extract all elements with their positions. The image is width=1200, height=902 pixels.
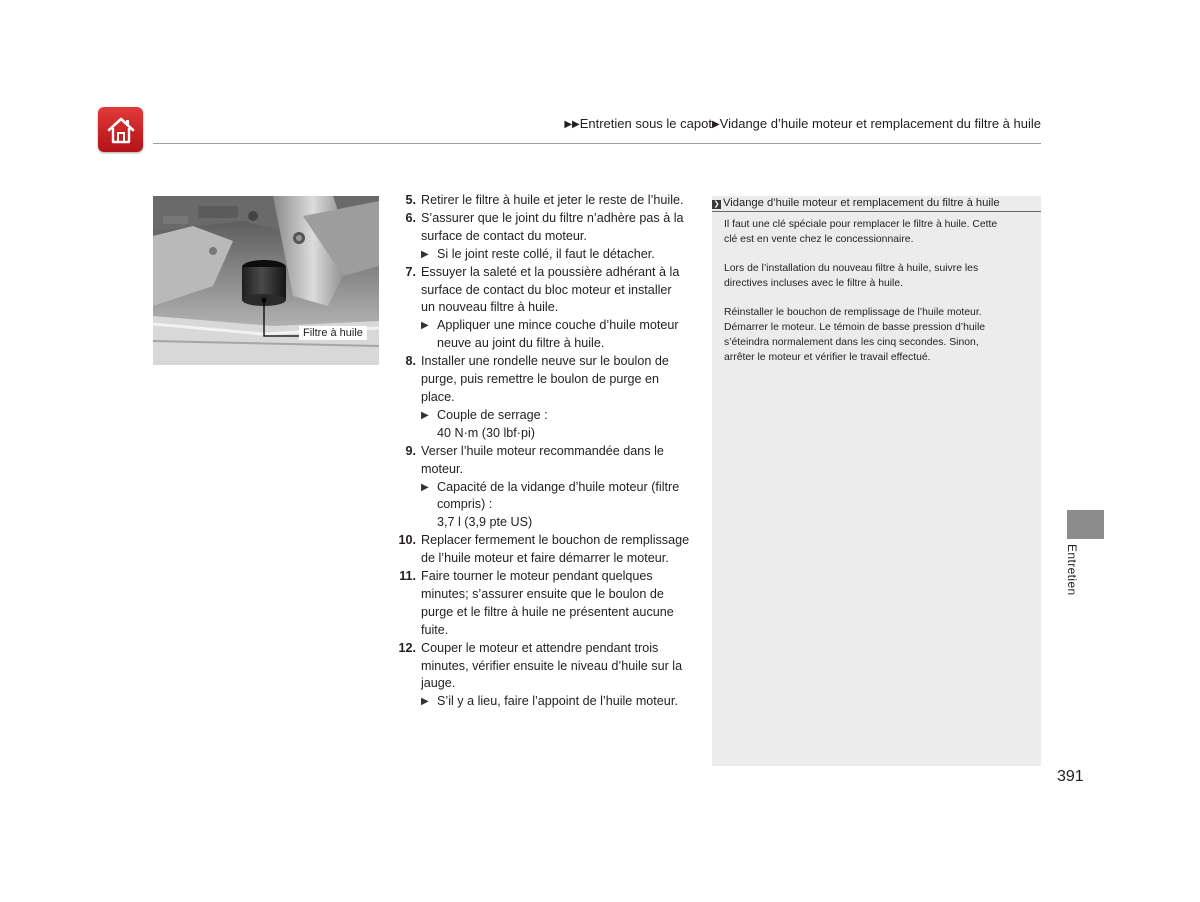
notes-sidebar bbox=[712, 196, 1041, 766]
sidebar-paragraph bbox=[724, 305, 1031, 365]
note-arrow-icon: ▶ bbox=[421, 248, 429, 260]
step-item bbox=[397, 532, 707, 568]
step-text: purge, puis remettre le boulon de purge en bbox=[421, 372, 660, 387]
step-number: 9. bbox=[405, 443, 416, 458]
note-text: compris) : bbox=[437, 497, 493, 512]
step-text: surface de contact du bloc moteur et installer bbox=[421, 282, 672, 297]
step-item bbox=[397, 443, 707, 479]
step-text: minutes, vérifier ensuite le niveau d’huile sur la bbox=[421, 658, 683, 673]
note-text: Si le joint reste collé, il faut le détacher. bbox=[437, 246, 655, 261]
step-text: Installer une rondelle neuve sur le boulon de bbox=[421, 354, 669, 369]
note-arrow-icon: ▶ bbox=[421, 481, 429, 493]
step-note bbox=[397, 317, 707, 353]
step-text: purge et le filtre à huile ne présentent aucune bbox=[421, 604, 674, 619]
step-number: 11. bbox=[399, 569, 416, 584]
step-text: Retirer le filtre à huile et jeter le reste de l’huile. bbox=[421, 193, 684, 207]
step-text: Essuyer la saleté et la poussière adhérant à la bbox=[421, 264, 680, 279]
step-item bbox=[397, 568, 707, 640]
chapter-label bbox=[1067, 544, 1091, 614]
note-text: 3,7 l (3,9 pte US) bbox=[437, 515, 533, 530]
step-item bbox=[397, 192, 707, 210]
step-text: un nouveau filtre à huile. bbox=[421, 300, 559, 315]
step-text: jauge. bbox=[421, 676, 456, 691]
step-note bbox=[397, 407, 707, 443]
step-text: de l’huile moteur et faire démarrer le moteur. bbox=[421, 551, 669, 566]
note-arrow-icon: ▶ bbox=[421, 696, 429, 708]
note-text: Capacité de la vidange d’huile moteur (filtre bbox=[437, 479, 680, 494]
sidebar-text: Il faut une clé spéciale pour remplacer le filtre à huile. Cette bbox=[724, 219, 998, 230]
step-number: 10. bbox=[398, 533, 416, 548]
breadcrumb-arrow: ▶▶ bbox=[564, 119, 580, 130]
note-text: Couple de serrage : bbox=[437, 407, 548, 422]
step-text: S’assurer que le joint du filtre n’adhère pas à la bbox=[421, 210, 684, 225]
note-text: neuve au joint du filtre à huile. bbox=[437, 336, 605, 351]
breadcrumb-topic: Vidange d’huile moteur et remplacement du filtre à huile bbox=[719, 116, 1041, 131]
sidebar-title bbox=[712, 196, 1041, 212]
sidebar-paragraph bbox=[724, 261, 1031, 291]
step-note bbox=[397, 246, 707, 264]
step-item bbox=[397, 210, 707, 246]
sidebar-title-text: Vidange d’huile moteur et remplacement du filtre à huile bbox=[723, 197, 1000, 209]
sidebar-body bbox=[712, 212, 1041, 365]
reference-icon: ❯ bbox=[713, 201, 720, 208]
note-arrow-icon: ▶ bbox=[421, 409, 429, 421]
sidebar-text: Réinstaller le bouchon de remplissage de l’huile moteur. bbox=[724, 307, 982, 318]
step-number: 8. bbox=[405, 354, 416, 369]
step-text: Verser l’huile moteur recommandée dans le bbox=[421, 443, 664, 458]
step-text: fuite. bbox=[421, 622, 449, 637]
sidebar-text: s’éteindra normalement dans les cinq secondes. Sinon, bbox=[724, 337, 979, 348]
oil-filter-photo bbox=[153, 196, 379, 365]
step-text: moteur. bbox=[421, 461, 463, 476]
note-text: S’il y a lieu, faire l’appoint de l’huile moteur. bbox=[437, 694, 678, 709]
step-number: 7. bbox=[405, 264, 416, 279]
breadcrumb-arrow: ▶ bbox=[711, 119, 720, 130]
chapter-label-text: Entretien bbox=[1065, 544, 1079, 596]
page-number: 391 bbox=[1057, 768, 1084, 785]
breadcrumb-section[interactable]: Entretien sous le capot bbox=[579, 116, 712, 131]
sidebar-text: clé est en vente chez le concessionnaire. bbox=[724, 234, 914, 245]
step-text: Faire tourner le moteur pendant quelques bbox=[421, 569, 653, 584]
note-text: Appliquer une mince couche d’huile moteur bbox=[437, 318, 679, 333]
header-divider bbox=[153, 143, 1041, 144]
home-button[interactable] bbox=[98, 107, 143, 152]
step-text: Replacer fermement le bouchon de remplissage bbox=[421, 533, 690, 548]
sidebar-text: Démarrer le moteur. Le témoin de basse pression d’huile bbox=[724, 322, 986, 333]
home-icon bbox=[105, 115, 137, 145]
step-note bbox=[397, 693, 707, 711]
sidebar-text: arrêter le moteur et vérifier le travail effectué. bbox=[724, 352, 931, 363]
step-text: place. bbox=[421, 389, 455, 404]
step-number: 5. bbox=[405, 193, 416, 207]
step-text: Couper le moteur et attendre pendant trois bbox=[421, 640, 659, 655]
note-text: 40 N·m (30 lbf·pi) bbox=[437, 425, 535, 440]
step-note bbox=[397, 479, 707, 533]
step-item bbox=[397, 353, 707, 407]
step-item bbox=[397, 264, 707, 318]
sidebar-text: directives incluses avec le filtre à huile. bbox=[724, 278, 904, 289]
step-number: 6. bbox=[405, 210, 416, 225]
note-arrow-icon: ▶ bbox=[421, 320, 429, 332]
step-text: minutes; s’assurer ensuite que le boulon de bbox=[421, 586, 664, 601]
step-number: 12. bbox=[398, 640, 416, 655]
step-text: surface de contact du moteur. bbox=[421, 228, 587, 243]
step-item bbox=[397, 640, 707, 694]
sidebar-paragraph bbox=[724, 217, 1031, 247]
sidebar-text: Lors de l’installation du nouveau filtre à huile, suivre les bbox=[724, 263, 979, 274]
procedure-steps bbox=[397, 192, 707, 711]
figure-label: Filtre à huile bbox=[299, 326, 367, 340]
chapter-tab[interactable] bbox=[1067, 510, 1104, 539]
breadcrumb bbox=[564, 116, 1041, 131]
